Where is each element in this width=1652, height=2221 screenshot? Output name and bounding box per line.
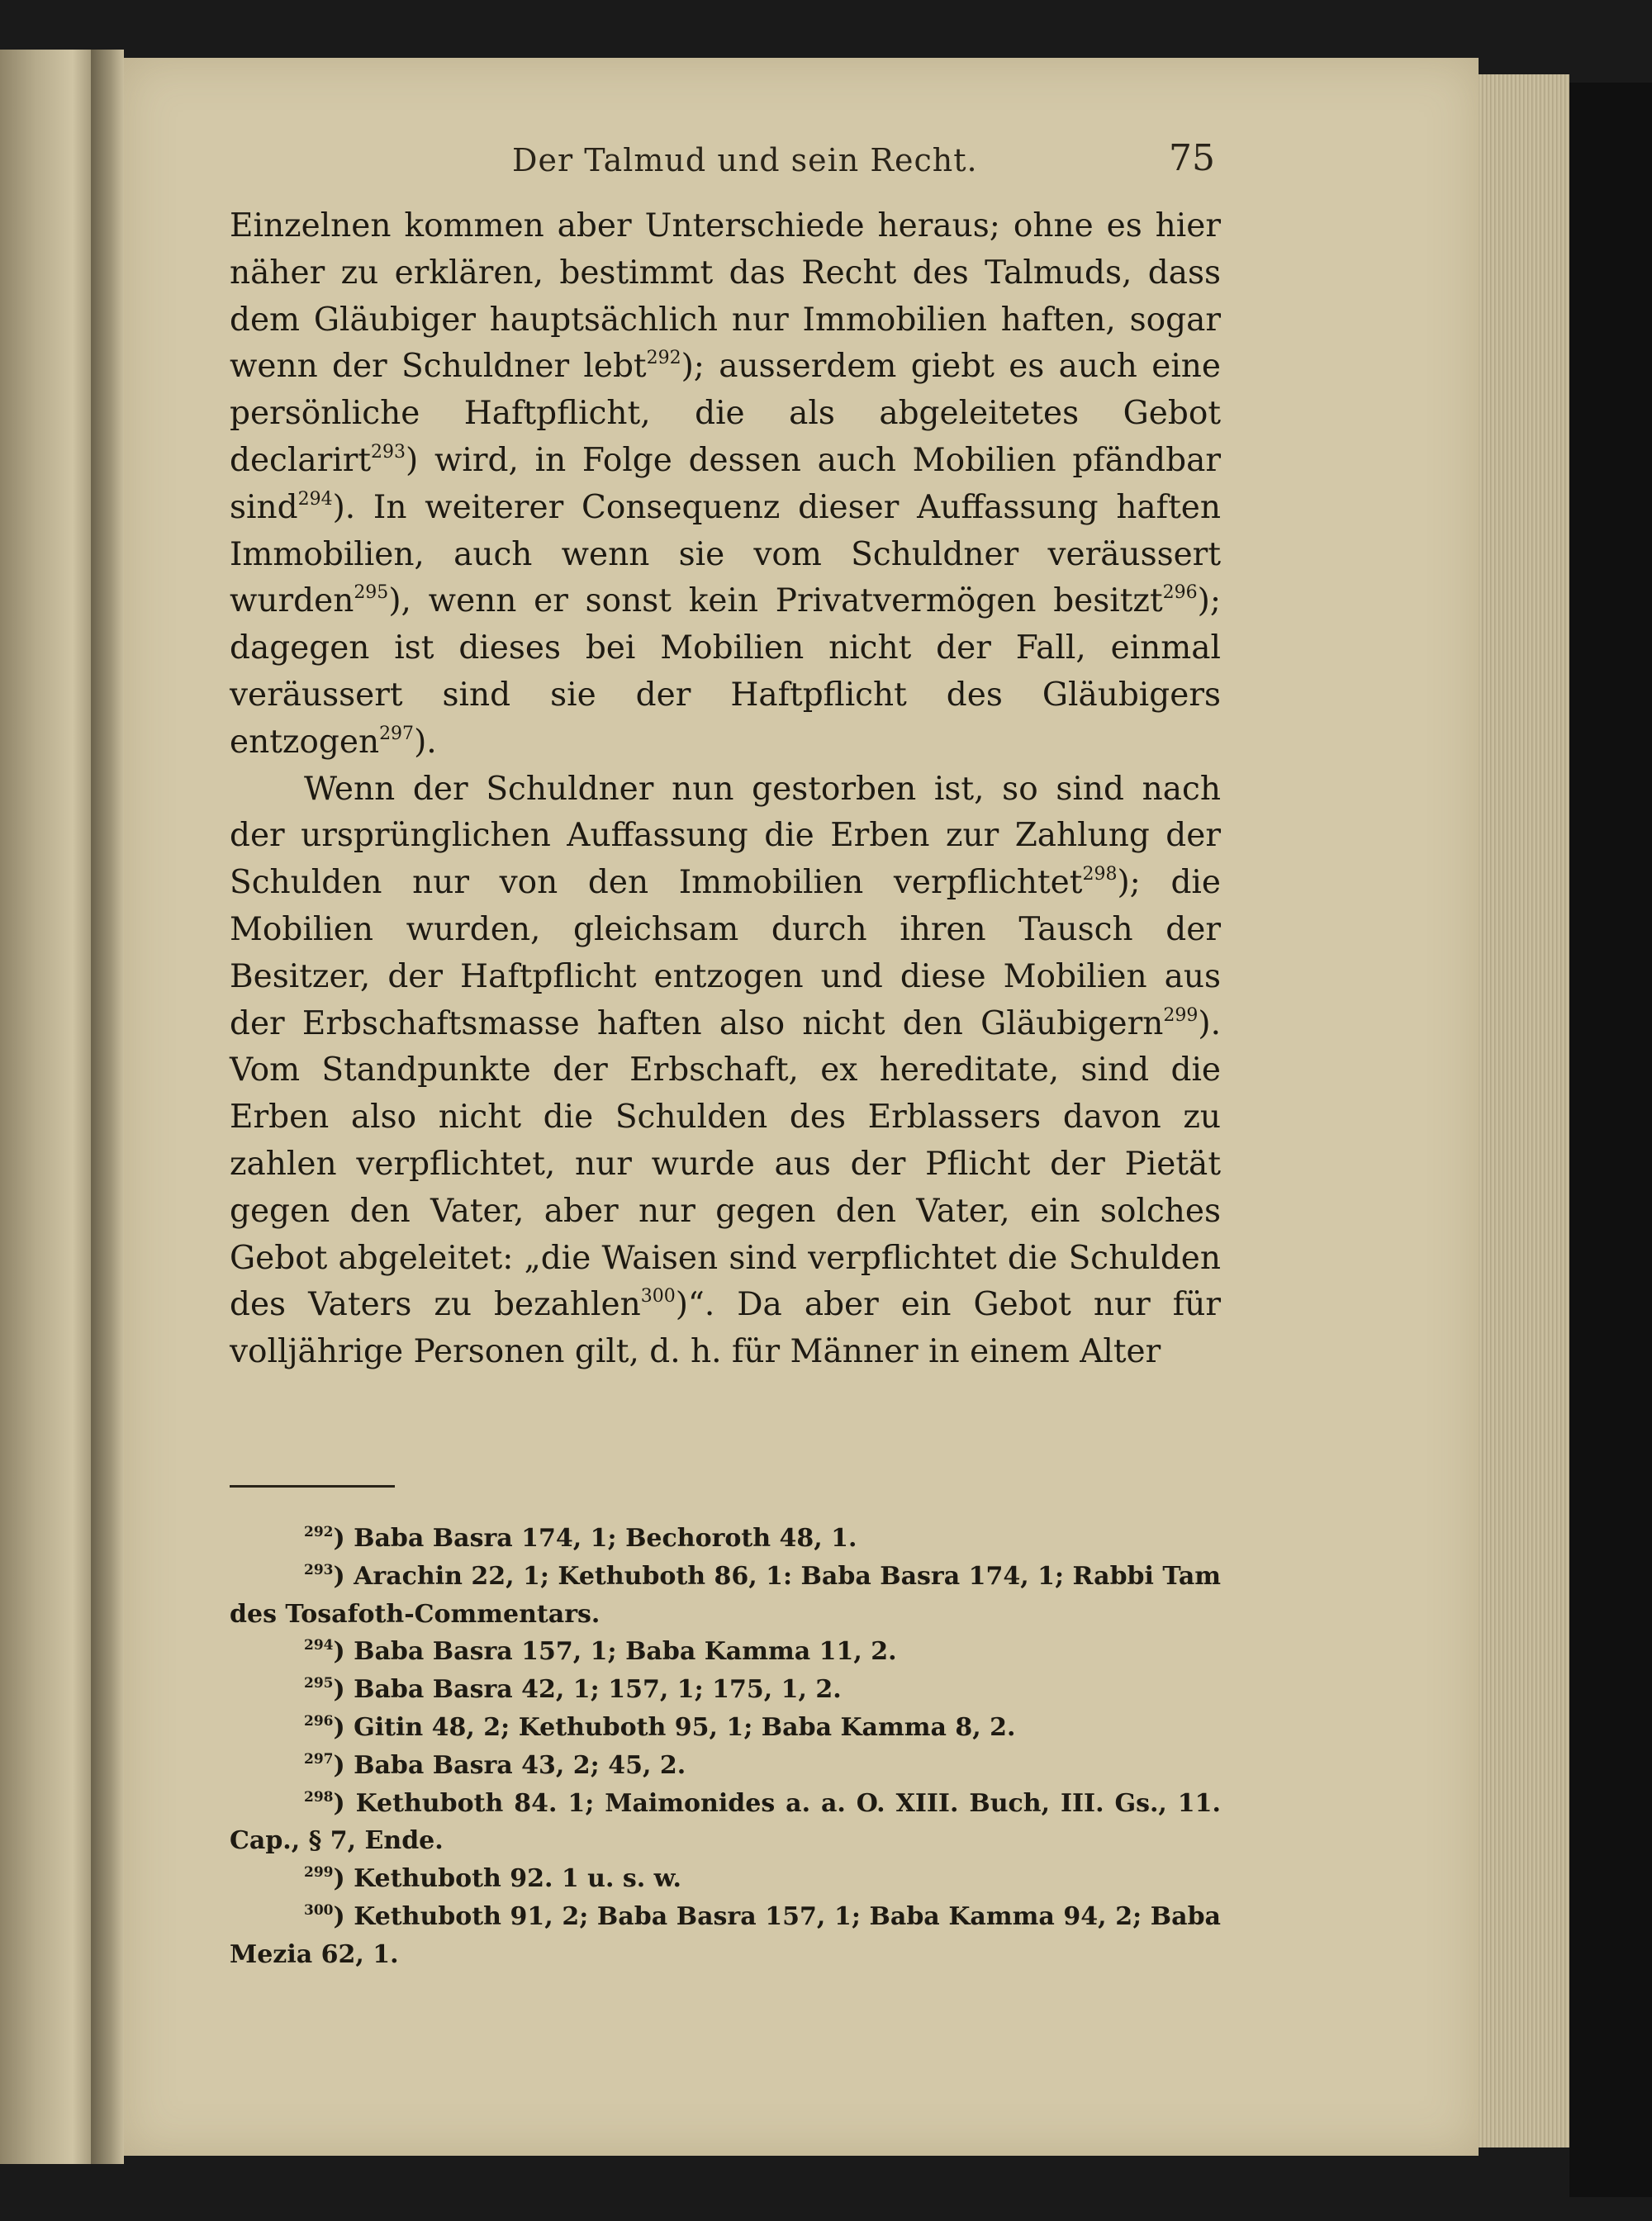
text-segment: ). In weiterer Consequenz dieser Auffassung haften Immobilien, auch wenn sie vom Schuldner veräussert wurden [230,488,1221,620]
footnote [230,1558,1221,1634]
footnote-number: 294 [304,1637,334,1654]
footnote-number: 298 [304,1788,334,1806]
footnote-text: ) Kethuboth 92. 1 u. s. w. [333,1864,681,1894]
footnote [230,1671,1221,1709]
footnote-reference: 299 [1163,1004,1199,1026]
main-text [230,203,1221,1376]
facing-page-edge [0,50,91,2164]
footnote-text: ) Gitin 48, 2; Kethuboth 95, 1; Baba Kamma 8, 2. [333,1712,1016,1742]
footnote-number: 292 [304,1524,334,1540]
footnote-reference: 292 [646,348,681,369]
page-number: 75 [1169,137,1215,179]
text-segment: ); ausserdem giebt es auch eine persönliche Haftpflicht, die als abgeleitetes Gebot declarirt [230,348,1221,479]
footnote-number: 293 [304,1561,334,1578]
footnote-reference: 300 [640,1286,676,1307]
footnote [230,1520,1221,1558]
text-segment: ), wenn er sonst kein Privatvermögen besitzt [388,582,1163,620]
text-segment: ); dagegen ist dieses bei Mobilien nicht der Fall, einmal veräussert sind sie der Haftpflicht des Gläubigers entzogen [230,582,1221,761]
footnote [230,1709,1221,1747]
text-segment: Wenn der Schuldner nun gestorben ist, so sind nach der ursprünglichen Auffassung die Erben zur Zahlung der Schulden nur von den Immobilien verpflichtet [230,770,1221,902]
text-segment: ) wird, in Folge dessen auch Mobilien pfändbar sind [230,441,1221,526]
footnote-reference: 297 [379,723,415,744]
running-title: Der Talmud und sein Recht. [512,142,978,178]
paragraph [230,766,1221,1376]
footnote-reference: 293 [371,441,406,463]
book-cover-edge [1569,83,1652,2197]
footnotes [230,1520,1221,1974]
footnote-text: ) Kethuboth 84. 1; Maimonides a. a. O. XIII. Buch, III. Gs., 11. Cap., § 7, Ende. [230,1788,1221,1856]
footnote-number: 296 [304,1712,334,1730]
footnote-text: ) Baba Basra 42, 1; 157, 1; 175, 1, 2. [333,1675,842,1705]
footnote-text: ) Baba Basra 43, 2; 45, 2. [333,1750,686,1780]
footnote-reference: 295 [354,582,389,604]
page-edges [1479,74,1569,2147]
footnote-separator [230,1485,395,1488]
footnote-reference: 298 [1082,864,1118,885]
footnote-reference: 294 [297,488,333,510]
paragraph [230,203,1221,766]
footnote [230,1633,1221,1671]
footnote-number: 297 [304,1750,334,1768]
footnote-text: ) Kethuboth 91, 2; Baba Basra 157, 1; Baba Kamma 94, 2; Baba Mezia 62, 1. [230,1901,1221,1969]
footnote-number: 300 [304,1901,334,1919]
footnote [230,1860,1221,1898]
footnote-text: ) Arachin 22, 1; Kethuboth 86, 1: Baba Basra 174, 1; Rabbi Tam des Tosafoth-Commentars. [230,1561,1221,1629]
text-segment: ); die Mobilien wurden, gleichsam durch ihren Tausch der Besitzer, der Haftpflicht entzogen und diese Mobilien aus der Erbschaftsmasse haften also nicht den Gläubigern [230,864,1221,1042]
footnote [230,1785,1221,1861]
footnote-reference: 296 [1162,582,1198,604]
book-gutter [91,50,124,2164]
text-segment: )“. Da aber ein Gebot nur für volljährige Personen gilt, d. h. für Männer in einem Alter [230,1286,1221,1371]
footnote-text: ) Baba Basra 174, 1; Bechoroth 48, 1. [333,1524,857,1553]
footnote [230,1898,1221,1974]
text-segment: ). Vom Standpunkte der Erbschaft, ex hereditate, sind die Erben also nicht die Schulden des Erblassers davon zu zahlen verpflichtet, nur wurde aus der Pflicht der Pietät gegen den Vater, aber nur gegen den Vater, ein solches Gebot abgeleitet: „die Waisen sind verpflichtet die Schulden des Vaters zu bezahlen [230,1004,1221,1324]
footnote-text: ) Baba Basra 157, 1; Baba Kamma 11, 2. [333,1637,897,1667]
book-page [124,58,1479,2156]
footnote [230,1747,1221,1785]
text-segment: Einzelnen kommen aber Unterschiede heraus; ohne es hier näher zu erklären, bestimmt das Recht des Talmuds, dass dem Gläubiger hauptsächlich nur Immobilien haften, sogar wenn der Schuldner lebt [230,207,1221,386]
text-segment: ). [414,723,437,761]
footnote-number: 295 [304,1675,334,1692]
footnote-number: 299 [304,1864,334,1882]
